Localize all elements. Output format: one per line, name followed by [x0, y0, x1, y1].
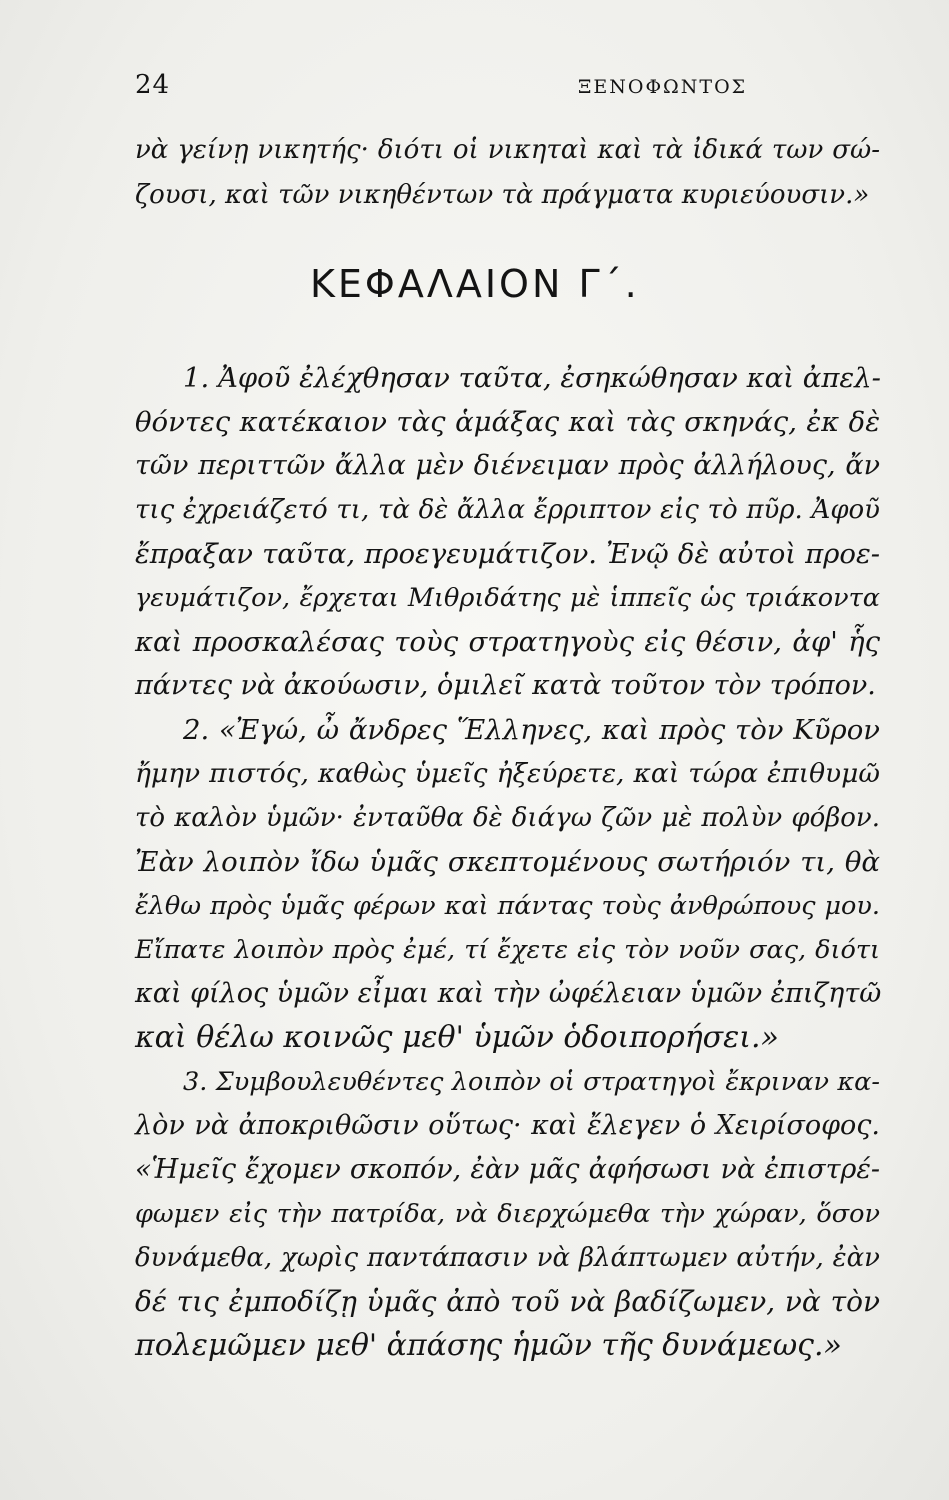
chapter-title: ΚΕΦΑΛΑΙΟΝ Γ΄.: [310, 262, 640, 306]
text-line: 2. «Ἐγώ, ὦ ἄνδρες Ἕλληνες, καὶ πρὸς τὸν Κῦρον: [183, 714, 880, 746]
text-line: ἔλθω πρὸς ὑμᾶς φέρων καὶ πάντας τοὺς ἀνθρώπους μου.: [135, 891, 880, 921]
text-line: πολεμῶμεν μεθ' ἁπάσης ἡμῶν τῆς δυνάμεως.»: [135, 1328, 842, 1363]
text-line: πάντες νὰ ἀκούωσιν, ὁμιλεῖ κατὰ τοῦτον τὸν τρόπον.: [135, 670, 876, 701]
text-line: τῶν περιττῶν ἄλλα μὲν διένειμαν πρὸς ἀλλήλους, ἄν: [135, 450, 880, 481]
page-number: 24: [135, 70, 171, 100]
text-line: 3. Συμβουλευθέντες λοιπὸν οἱ στρατηγοὶ ἔκριναν κα-: [183, 1067, 880, 1097]
text-line: θόντες κατέκαιον τὰς ἁμάξας καὶ τὰς σκηνάς, ἐκ δὲ: [135, 406, 880, 438]
text-line: καὶ φίλος ὑμῶν εἶμαι καὶ τὴν ὠφέλειαν ὑμῶν ἐπιζητῶ: [135, 978, 882, 1009]
text-line: ἤμην πιστός, καθὼς ὑμεῖς ἠξεύρετε, καὶ τώρα ἐπιθυμῶ: [135, 758, 880, 789]
text-line: καὶ προσκαλέσας τοὺς στρατηγοὺς εἰς θέσιν, ἀφ' ἧς: [135, 626, 880, 658]
text-line: δέ τις ἐμποδίζῃ ὑμᾶς ἀπὸ τοῦ νὰ βαδίζωμεν, νὰ τὸν: [135, 1285, 880, 1318]
text-line: νὰ γείνῃ νικητής· διότι οἱ νικηταὶ καὶ τὰ ἰδικά των σώ-: [135, 135, 880, 165]
text-line: φωμεν εἰς τὴν πατρίδα, νὰ διερχώμεθα τὴν χώραν, ὅσον: [135, 1199, 880, 1229]
text-line: ἔπραξαν ταῦτα, προεγευμάτιζον. Ἐνῷ δὲ αὐτοὶ προε-: [135, 538, 880, 570]
text-line: δυνάμεθα, χωρὶς παντάπασιν νὰ βλάπτωμεν αὐτήν, ἐὰν: [135, 1243, 880, 1273]
text-line: Εἴπατε λοιπὸν πρὸς ἐμέ, τί ἔχετε εἰς τὸν νοῦν σας, διότι: [135, 935, 880, 965]
running-title: ΞΕΝΟΦΩΝΤΟΣ: [578, 76, 748, 98]
text-line: τὸ καλὸν ὑμῶν· ἐνταῦθα δὲ διάγω ζῶν μὲ πολὺν φόβον.: [135, 803, 880, 833]
page-header: [135, 70, 895, 110]
text-line: ζουσι, καὶ τῶν νικηθέντων τὰ πράγματα κυριεύουσιν.»: [135, 180, 870, 210]
text-line: 1. Ἀφοῦ ἐλέχθησαν ταῦτα, ἐσηκώθησαν καὶ ἀπελ-: [183, 362, 881, 394]
text-line: γευμάτιζον, ἔρχεται Μιθριδάτης μὲ ἱππεῖς ὡς τριάκοντα: [135, 583, 880, 613]
text-line: «Ἡμεῖς ἔχομεν σκοπόν, ἐὰν μᾶς ἀφήσωσι νὰ ἐπιστρέ-: [135, 1154, 880, 1185]
text-line: καὶ θέλω κοινῶς μεθ' ὑμῶν ὁδοιπορήσει.»: [135, 1020, 779, 1055]
text-line: λὸν νὰ ἀποκριθῶσιν οὕτως· καὶ ἔλεγεν ὁ Χειρίσοφος.: [135, 1110, 880, 1141]
text-line: Ἐὰν λοιπὸν ἴδω ὑμᾶς σκεπτομένους σωτήριόν τι, θὰ: [135, 846, 880, 878]
text-line: τις ἐχρειάζετό τι, τὰ δὲ ἄλλα ἔρριπτον εἰς τὸ πῦρ. Ἀφοῦ: [135, 495, 880, 525]
